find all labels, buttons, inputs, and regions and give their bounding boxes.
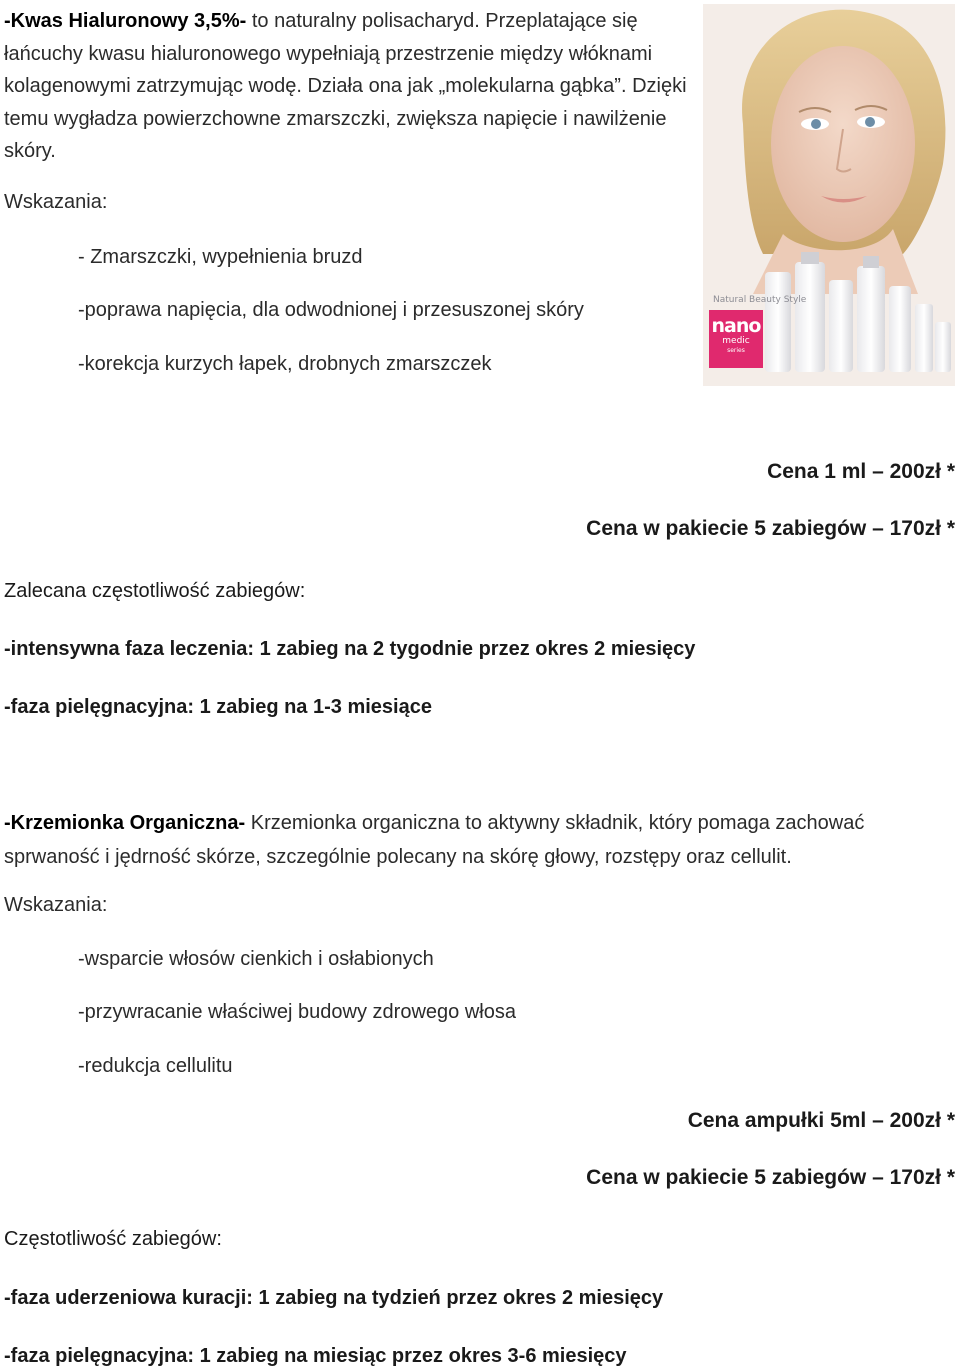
product-photo xyxy=(703,4,955,386)
hyaluronic-acid-description xyxy=(4,5,694,168)
silica-text: Krzemionka organiczna to aktywny składnik, który pomaga zachować sprwaność i jędrność skórze, szczególnie polecany na skórę głowy, rozstępy oraz cellulit. xyxy=(4,812,865,868)
indications-label: Wskazania: xyxy=(4,894,108,916)
frequency-item: -faza pielęgnacyjna: 1 zabieg na 1-3 miesiące xyxy=(4,696,432,718)
indication-item: - Zmarszczki, wypełnienia bruzd xyxy=(78,246,363,268)
brand-logo-sub: medic xyxy=(722,336,750,346)
indication-item: -redukcja cellulitu xyxy=(78,1055,233,1077)
indication-item: -przywracanie właściwej budowy zdrowego włosa xyxy=(78,1001,516,1023)
price-package: Cena w pakiecie 5 zabiegów – 170zł * xyxy=(586,1166,955,1189)
silica-description xyxy=(4,806,934,874)
brand-logo-series: series xyxy=(727,347,745,354)
brand-logo xyxy=(709,310,763,368)
price-package: Cena w pakiecie 5 zabiegów – 170zł * xyxy=(586,517,955,540)
hyaluronic-acid-title: -Kwas Hialuronowy 3,5%- xyxy=(4,10,247,32)
product-caption: Natural Beauty Style xyxy=(713,295,807,305)
frequency-item: -faza pielęgnacyjna: 1 zabieg na miesiąc przez okres 3-6 miesięcy xyxy=(4,1345,627,1367)
frequency-label: Zalecana częstotliwość zabiegów: xyxy=(4,580,306,602)
price-ampoule: Cena ampułki 5ml – 200zł * xyxy=(687,1109,955,1132)
price-single: Cena 1 ml – 200zł * xyxy=(767,460,955,483)
silica-title: -Krzemionka Organiczna- xyxy=(4,812,246,834)
indication-item: -wsparcie włosów cienkich i osłabionych xyxy=(78,948,434,970)
indication-item: -korekcja kurzych łapek, drobnych zmarszczek xyxy=(78,353,492,375)
hyaluronic-acid-text: to naturalny polisacharyd. Przeplatające się łańcuchy kwasu hialuronowego wypełniają przestrzenie między włóknami kolagenowymi zatrzymując wodę. Działa ona jak „molekularna gąbka”. Dzięki temu wygładza powierzchowne zmarszczki, zwiększa napięcie i nawilżenie skóry. xyxy=(4,10,687,162)
indications-label: Wskazania: xyxy=(4,191,108,213)
frequency-label: Częstotliwość zabiegów: xyxy=(4,1228,222,1250)
indication-item: -poprawa napięcia, dla odwodnionej i przesuszonej skóry xyxy=(78,299,584,321)
frequency-item: -faza uderzeniowa kuracji: 1 zabieg na tydzień przez okres 2 miesięcy xyxy=(4,1287,664,1309)
brand-logo-name: nano xyxy=(711,315,761,337)
frequency-item: -intensywna faza leczenia: 1 zabieg na 2 tygodnie przez okres 2 miesięcy xyxy=(4,638,696,660)
